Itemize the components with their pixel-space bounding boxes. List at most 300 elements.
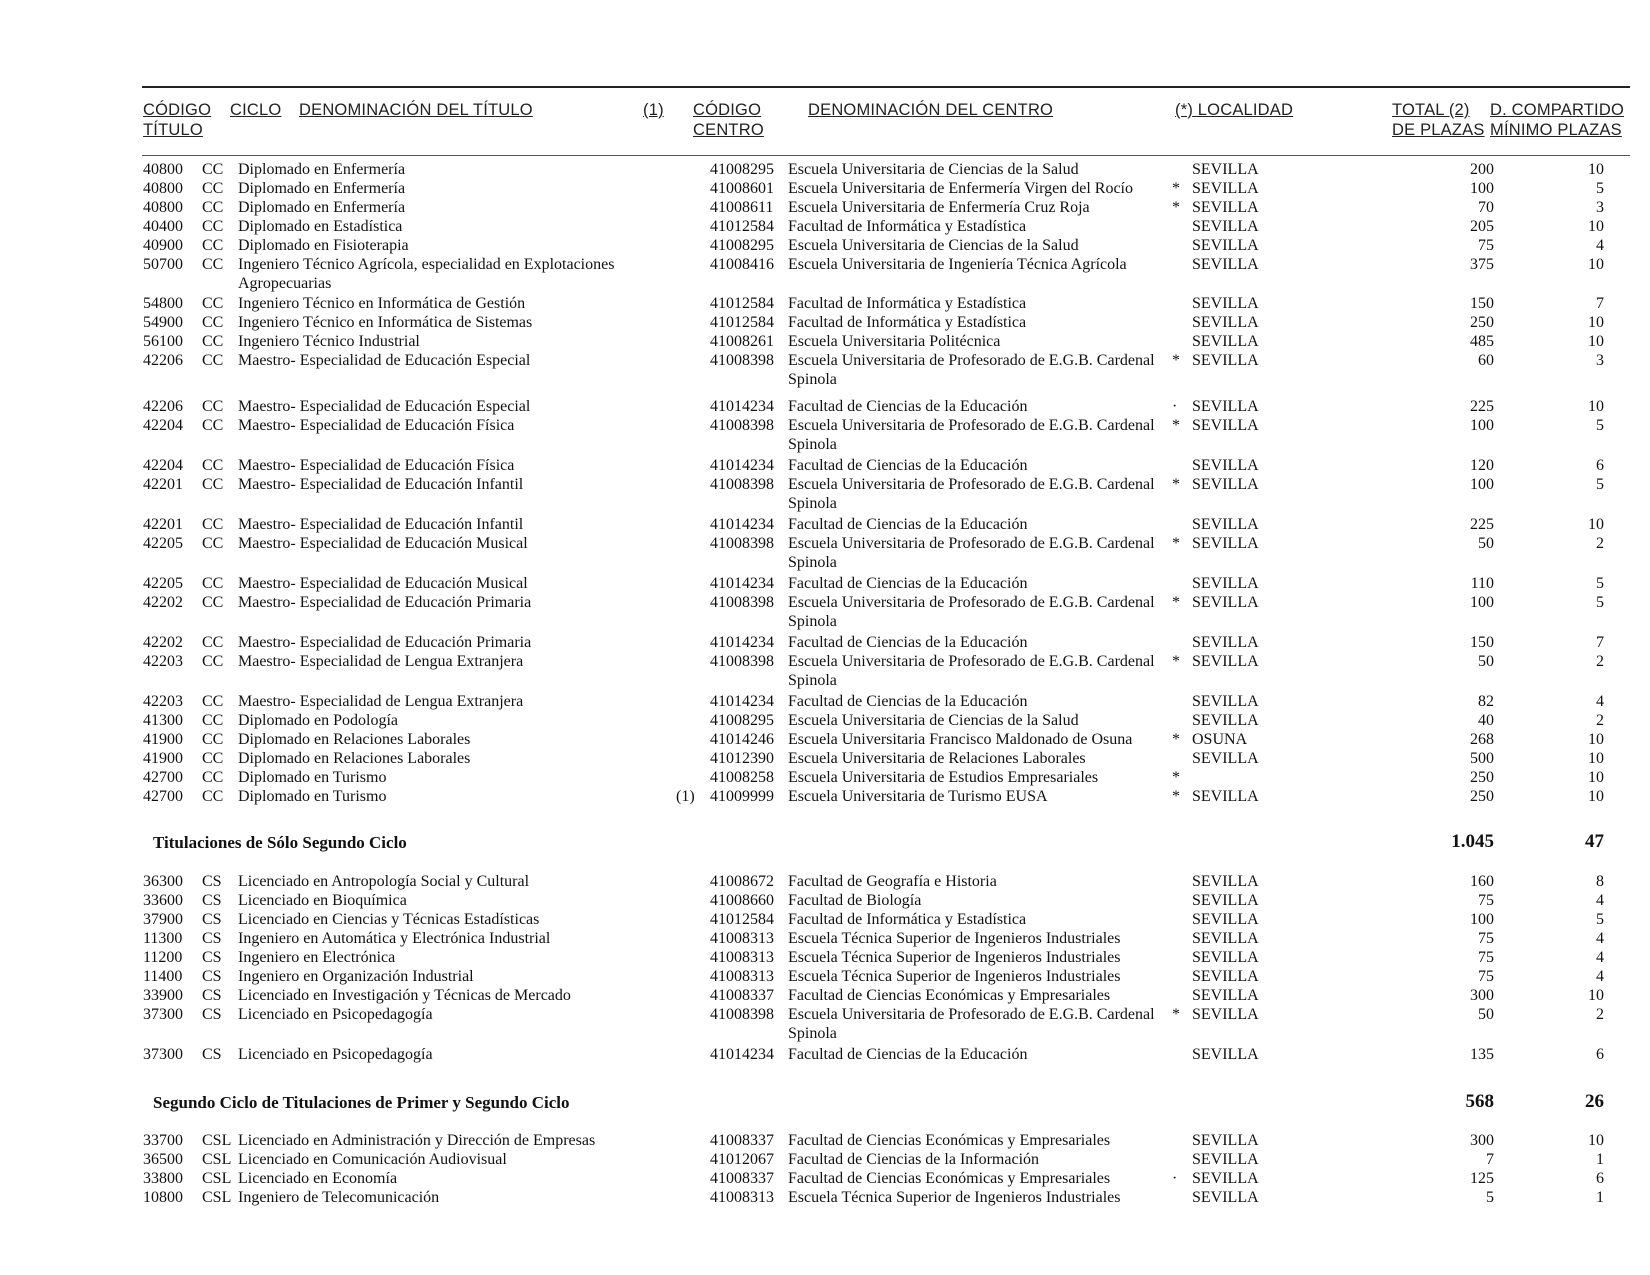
titulo-cell: Licenciado en Comunicación Audiovisual	[238, 1151, 507, 1168]
centro-cell: Facultad de Informática y Estadística	[788, 911, 1027, 928]
titulo-cell: Maestro- Especialidad de Educación Infantil	[238, 476, 524, 493]
centro-cell: Escuela Universitaria Politécnica	[788, 333, 1001, 350]
table-row	[0, 236, 1650, 256]
codigo-centro-cell: 41008337	[710, 1170, 774, 1187]
ciclo-cell: CSL	[202, 1189, 232, 1206]
centro-cell: Escuela Técnica Superior de Ingenieros Industriales	[788, 930, 1121, 947]
total-plazas-cell: 205	[1470, 218, 1494, 235]
codigo-titulo-cell: 42700	[143, 769, 183, 786]
localidad-cell: SEVILLA	[1192, 911, 1259, 928]
titulo-cell: Ingeniero Técnico en Informática de Sistemas	[238, 314, 533, 331]
codigo-titulo-cell: 54900	[143, 314, 183, 331]
total-plazas-cell: 50	[1478, 535, 1494, 552]
localidad-cell: SEVILLA	[1192, 653, 1259, 670]
codigo-centro-cell: 41008660	[710, 892, 774, 909]
table-row	[0, 872, 1650, 892]
table-row	[0, 515, 1650, 535]
col-header-denominacion-centro: DENOMINACIÓN DEL CENTRO	[808, 101, 1054, 119]
localidad-cell: SEVILLA	[1192, 457, 1259, 474]
table-row	[0, 313, 1650, 333]
table-row	[0, 1045, 1650, 1065]
total-plazas-cell: 7	[1486, 1151, 1494, 1168]
section-minimo-plazas: 47	[1585, 831, 1604, 852]
asterisco-cell: *	[1172, 476, 1180, 493]
table-row	[0, 929, 1650, 949]
minimo-plazas-cell: 10	[1588, 218, 1604, 235]
codigo-titulo-cell: 36500	[143, 1151, 183, 1168]
titulo-cell: Ingeniero de Telecomunicación	[238, 1189, 440, 1206]
minimo-plazas-cell: 10	[1588, 333, 1604, 350]
minimo-plazas-cell: 2	[1596, 1006, 1604, 1023]
codigo-titulo-cell: 41300	[143, 712, 183, 729]
minimo-plazas-cell: 5	[1596, 417, 1604, 434]
col-header-localidad: (*) LOCALIDAD	[1175, 101, 1294, 119]
centro-cell: Facultad de Ciencias de la Educación	[788, 575, 1028, 592]
ciclo-cell: CC	[202, 218, 224, 235]
total-plazas-cell: 100	[1470, 594, 1494, 611]
codigo-centro-cell: 41009999	[710, 788, 774, 805]
codigo-centro-cell: 41008416	[710, 256, 774, 273]
ciclo-cell: CC	[202, 398, 224, 415]
table-row	[0, 749, 1650, 769]
ciclo-cell: CC	[202, 457, 224, 474]
codigo-centro-cell: 41014234	[710, 516, 774, 533]
section-title: Segundo Ciclo de Titulaciones de Primer y Segundo Ciclo	[153, 1093, 570, 1112]
table-row	[0, 787, 1650, 807]
centro-cell: Escuela Universitaria de Ciencias de la Salud	[788, 161, 1079, 178]
total-plazas-cell: 50	[1478, 653, 1494, 670]
centro-cell: Escuela Universitaria de Profesorado de E.G.B. Cardenal Spinola	[788, 535, 1155, 571]
minimo-plazas-cell: 10	[1588, 731, 1604, 748]
titulo-cell: Maestro- Especialidad de Educación Primaria	[238, 634, 532, 651]
ciclo-cell: CC	[202, 476, 224, 493]
codigo-titulo-cell: 42201	[143, 516, 183, 533]
minimo-plazas-cell: 10	[1588, 788, 1604, 805]
codigo-centro-cell: 41008295	[710, 712, 774, 729]
titulo-cell: Maestro- Especialidad de Educación Especial	[238, 398, 531, 415]
minimo-plazas-cell: 10	[1588, 516, 1604, 533]
table-row	[0, 1131, 1650, 1151]
localidad-cell: SEVILLA	[1192, 987, 1259, 1004]
asterisco-cell: ·	[1172, 398, 1178, 415]
table-row	[0, 711, 1650, 731]
codigo-centro-cell: 41008261	[710, 333, 774, 350]
codigo-centro-cell: 41008611	[710, 199, 774, 216]
titulo-cell: Ingeniero Técnico Agrícola, especialidad en Explotaciones Agropecuarias	[238, 256, 615, 292]
table-row	[0, 294, 1650, 314]
centro-cell: Facultad de Ciencias Económicas y Empresariales	[788, 987, 1111, 1004]
titulo-cell: Maestro- Especialidad de Educación Musical	[238, 535, 528, 552]
codigo-centro-cell: 41014234	[710, 398, 774, 415]
asterisco-cell: *	[1172, 653, 1180, 670]
codigo-titulo-cell: 41900	[143, 750, 183, 767]
codigo-titulo-cell: 40400	[143, 218, 183, 235]
total-plazas-cell: 50	[1478, 1006, 1494, 1023]
table-row	[0, 534, 1650, 574]
codigo-centro-cell: 41014234	[710, 693, 774, 710]
centro-cell: Escuela Universitaria de Relaciones Laborales	[788, 750, 1086, 767]
table-row	[0, 692, 1650, 712]
titulo-cell: Maestro- Especialidad de Educación Física	[238, 417, 515, 434]
localidad-cell: SEVILLA	[1192, 968, 1259, 985]
codigo-centro-cell: 41012390	[710, 750, 774, 767]
titulo-cell: Diplomado en Estadística	[238, 218, 403, 235]
codigo-titulo-cell: 36300	[143, 873, 183, 890]
centro-cell: Facultad de Ciencias de la Educación	[788, 457, 1028, 474]
table-row	[0, 1005, 1650, 1045]
col-header-denominacion-titulo: DENOMINACIÓN DEL TÍTULO	[299, 101, 533, 119]
titulo-cell: Diplomado en Turismo	[238, 769, 387, 786]
codigo-centro-cell: 41008337	[710, 1132, 774, 1149]
minimo-plazas-cell: 2	[1596, 653, 1604, 670]
table-row	[0, 198, 1650, 218]
centro-cell: Escuela Técnica Superior de Ingenieros Industriales	[788, 949, 1121, 966]
total-plazas-cell: 70	[1478, 199, 1494, 216]
titulo-cell: Licenciado en Administración y Dirección de Empresas	[238, 1132, 596, 1149]
asterisco-cell: *	[1172, 594, 1180, 611]
codigo-titulo-cell: 42203	[143, 653, 183, 670]
titulo-cell: Maestro- Especialidad de Educación Física	[238, 457, 515, 474]
localidad-cell: SEVILLA	[1192, 1046, 1259, 1063]
ciclo-cell: CS	[202, 1046, 222, 1063]
codigo-centro-cell: 41008337	[710, 987, 774, 1004]
total-plazas-cell: 125	[1470, 1170, 1494, 1187]
total-plazas-cell: 375	[1470, 256, 1494, 273]
table-row	[0, 255, 1650, 295]
asterisco-cell: *	[1172, 788, 1180, 805]
minimo-plazas-cell: 3	[1596, 199, 1604, 216]
centro-cell: Facultad de Ciencias de la Educación	[788, 516, 1028, 533]
minimo-plazas-cell: 2	[1596, 712, 1604, 729]
titulo-cell: Ingeniero en Automática y Electrónica Industrial	[238, 930, 551, 947]
codigo-centro-cell: 41008313	[710, 930, 774, 947]
centro-cell: Facultad de Ciencias de la Educación	[788, 1046, 1028, 1063]
asterisco-cell: *	[1172, 199, 1180, 216]
codigo-titulo-cell: 50700	[143, 256, 183, 273]
localidad-cell: SEVILLA	[1192, 314, 1259, 331]
codigo-centro-cell: 41014246	[710, 731, 774, 748]
minimo-plazas-cell: 10	[1588, 256, 1604, 273]
col-header-codigo-centro-text: CÓDIGO CENTRO	[693, 101, 764, 139]
total-plazas-cell: 300	[1470, 1132, 1494, 1149]
centro-cell: Escuela Universitaria de Profesorado de E.G.B. Cardenal Spinola	[788, 352, 1155, 388]
codigo-titulo-cell: 33600	[143, 892, 183, 909]
titulo-cell: Diplomado en Enfermería	[238, 199, 406, 216]
minimo-plazas-cell: 5	[1596, 575, 1604, 592]
table-row	[0, 948, 1650, 968]
table-row	[0, 891, 1650, 911]
total-plazas-cell: 75	[1478, 237, 1494, 254]
table-row	[0, 1150, 1650, 1170]
codigo-centro-cell: 41008313	[710, 949, 774, 966]
ciclo-cell: CC	[202, 731, 224, 748]
localidad-cell: SEVILLA	[1192, 594, 1259, 611]
table-row	[0, 768, 1650, 788]
titulo-cell: Licenciado en Antropología Social y Cultural	[238, 873, 530, 890]
total-plazas-cell: 250	[1470, 788, 1494, 805]
centro-cell: Escuela Universitaria de Profesorado de E.G.B. Cardenal Spinola	[788, 417, 1155, 453]
ciclo-cell: CC	[202, 750, 224, 767]
minimo-plazas-cell: 4	[1596, 892, 1604, 909]
localidad-cell: SEVILLA	[1192, 199, 1259, 216]
codigo-centro-cell: 41008398	[710, 653, 774, 670]
table-row	[0, 1169, 1650, 1189]
titulo-cell: Ingeniero Técnico en Informática de Gestión	[238, 295, 526, 312]
table-row	[0, 351, 1650, 395]
codigo-centro-cell: 41012584	[710, 911, 774, 928]
centro-cell: Escuela Universitaria de Turismo EUSA	[788, 788, 1048, 805]
centro-cell: Escuela Universitaria de Profesorado de E.G.B. Cardenal Spinola	[788, 1006, 1155, 1042]
titulo-cell: Diplomado en Relaciones Laborales	[238, 750, 471, 767]
localidad-cell: SEVILLA	[1192, 892, 1259, 909]
localidad-cell: SEVILLA	[1192, 237, 1259, 254]
codigo-titulo-cell: 40800	[143, 161, 183, 178]
localidad-cell: SEVILLA	[1192, 750, 1259, 767]
ciclo-cell: CC	[202, 575, 224, 592]
ciclo-cell: CC	[202, 199, 224, 216]
minimo-plazas-cell: 4	[1596, 968, 1604, 985]
minimo-plazas-cell: 4	[1596, 930, 1604, 947]
total-plazas-cell: 300	[1470, 987, 1494, 1004]
minimo-plazas-cell: 10	[1588, 398, 1604, 415]
centro-cell: Facultad de Informática y Estadística	[788, 218, 1027, 235]
titulo-cell: Diplomado en Enfermería	[238, 180, 406, 197]
localidad-cell: SEVILLA	[1192, 693, 1259, 710]
codigo-titulo-cell: 56100	[143, 333, 183, 350]
asterisco-cell: *	[1172, 180, 1180, 197]
codigo-titulo-cell: 37300	[143, 1006, 183, 1023]
ciclo-cell: CC	[202, 693, 224, 710]
ciclo-cell: CC	[202, 314, 224, 331]
centro-cell: Escuela Universitaria de Profesorado de E.G.B. Cardenal Spinola	[788, 476, 1155, 512]
table-row	[0, 593, 1650, 633]
titulo-cell: Ingeniero Técnico Industrial	[238, 333, 420, 350]
total-plazas-cell: 82	[1478, 693, 1494, 710]
minimo-plazas-cell: 10	[1588, 1132, 1604, 1149]
centro-cell: Escuela Técnica Superior de Ingenieros Industriales	[788, 1189, 1121, 1206]
codigo-centro-cell: 41014234	[710, 634, 774, 651]
minimo-plazas-cell: 1	[1596, 1189, 1604, 1206]
total-plazas-cell: 500	[1470, 750, 1494, 767]
localidad-cell: SEVILLA	[1192, 295, 1259, 312]
localidad-cell: SEVILLA	[1192, 712, 1259, 729]
codigo-centro-cell: 41008313	[710, 968, 774, 985]
codigo-titulo-cell: 41900	[143, 731, 183, 748]
centro-cell: Facultad de Ciencias de la Educación	[788, 693, 1028, 710]
total-plazas-cell: 75	[1478, 949, 1494, 966]
total-plazas-cell: 200	[1470, 161, 1494, 178]
table-row	[0, 986, 1650, 1006]
table-row	[0, 397, 1650, 417]
total-plazas-cell: 110	[1470, 575, 1494, 592]
codigo-centro-cell: 41008398	[710, 352, 774, 369]
codigo-titulo-cell: 33700	[143, 1132, 183, 1149]
titulo-cell: Licenciado en Economía	[238, 1170, 398, 1187]
codigo-titulo-cell: 42206	[143, 352, 183, 369]
codigo-titulo-cell: 40800	[143, 199, 183, 216]
table-row	[0, 574, 1650, 594]
codigo-titulo-cell: 37900	[143, 911, 183, 928]
localidad-cell: SEVILLA	[1192, 930, 1259, 947]
codigo-centro-cell: 41008313	[710, 1189, 774, 1206]
titulo-cell: Licenciado en Bioquímica	[238, 892, 407, 909]
asterisco-cell: *	[1172, 417, 1180, 434]
titulo-cell: Licenciado en Psicopedagogía	[238, 1006, 433, 1023]
minimo-plazas-cell: 6	[1596, 1170, 1604, 1187]
ciclo-cell: CC	[202, 594, 224, 611]
centro-cell: Escuela Universitaria de Enfermería Cruz Roja	[788, 199, 1090, 216]
total-plazas-cell: 485	[1470, 333, 1494, 350]
total-plazas-cell: 250	[1470, 769, 1494, 786]
centro-cell: Facultad de Ciencias Económicas y Empresariales	[788, 1132, 1111, 1149]
titulo-cell: Licenciado en Investigación y Técnicas de Mercado	[238, 987, 571, 1004]
codigo-titulo-cell: 42205	[143, 575, 183, 592]
table-row	[0, 475, 1650, 515]
codigo-titulo-cell: 42201	[143, 476, 183, 493]
localidad-cell: SEVILLA	[1192, 256, 1259, 273]
centro-cell: Escuela Universitaria de Enfermería Virgen del Rocío	[788, 180, 1133, 197]
centro-cell: Escuela Universitaria de Profesorado de E.G.B. Cardenal Spinola	[788, 594, 1155, 630]
localidad-cell: SEVILLA	[1192, 161, 1259, 178]
minimo-plazas-cell: 4	[1596, 237, 1604, 254]
total-plazas-cell: 60	[1478, 352, 1494, 369]
ciclo-cell: CS	[202, 968, 222, 985]
titulo-cell: Diplomado en Fisioterapia	[238, 237, 409, 254]
centro-cell: Escuela Universitaria de Ingeniería Técnica Agrícola	[788, 256, 1127, 273]
codigo-centro-cell: 41008398	[710, 535, 774, 552]
localidad-cell: SEVILLA	[1192, 180, 1259, 197]
minimo-plazas-cell: 10	[1588, 769, 1604, 786]
total-plazas-cell: 225	[1470, 398, 1494, 415]
ciclo-cell: CS	[202, 987, 222, 1004]
localidad-cell: SEVILLA	[1192, 476, 1259, 493]
codigo-titulo-cell: 42205	[143, 535, 183, 552]
asterisco-cell: ·	[1172, 1170, 1178, 1187]
section-total-plazas: 1.045	[1451, 831, 1494, 852]
codigo-titulo-cell: 11200	[143, 949, 183, 966]
codigo-titulo-cell: 40900	[143, 237, 183, 254]
centro-cell: Escuela Universitaria de Profesorado de E.G.B. Cardenal Spinola	[788, 653, 1155, 689]
ciclo-cell: CC	[202, 417, 224, 434]
minimo-plazas-cell: 5	[1596, 476, 1604, 493]
asterisco-cell: *	[1172, 1006, 1180, 1023]
table-row	[0, 456, 1650, 476]
localidad-cell: SEVILLA	[1192, 398, 1259, 415]
total-plazas-cell: 100	[1470, 417, 1494, 434]
minimo-plazas-cell: 4	[1596, 949, 1604, 966]
minimo-plazas-cell: 7	[1596, 295, 1604, 312]
codigo-centro-cell: 41012584	[710, 218, 774, 235]
centro-cell: Facultad de Ciencias Económicas y Empresariales	[788, 1170, 1111, 1187]
table-row	[0, 416, 1650, 456]
localidad-cell: SEVILLA	[1192, 218, 1259, 235]
table-row	[0, 179, 1650, 199]
localidad-cell: SEVILLA	[1192, 1170, 1259, 1187]
titulo-cell: Maestro- Especialidad de Educación Primaria	[238, 594, 532, 611]
titulo-cell: Maestro- Especialidad de Lengua Extranjera	[238, 653, 524, 670]
ciclo-cell: CC	[202, 769, 224, 786]
localidad-cell: SEVILLA	[1192, 535, 1259, 552]
titulo-cell: Diplomado en Relaciones Laborales	[238, 731, 471, 748]
ciclo-cell: CC	[202, 237, 224, 254]
titulo-cell: Diplomado en Turismo	[238, 788, 387, 805]
titulo-cell: Diplomado en Enfermería	[238, 161, 406, 178]
total-plazas-cell: 75	[1478, 892, 1494, 909]
codigo-centro-cell: 41008398	[710, 594, 774, 611]
minimo-plazas-cell: 10	[1588, 161, 1604, 178]
col-header-compartido-text: D. COMPARTIDO MÍNIMO PLAZAS	[1490, 101, 1624, 139]
section-minimo-plazas: 26	[1585, 1091, 1604, 1112]
asterisco-cell: *	[1172, 769, 1180, 786]
titulo-cell: Maestro- Especialidad de Educación Infantil	[238, 516, 524, 533]
codigo-titulo-cell: 37300	[143, 1046, 183, 1063]
centro-cell: Facultad de Geografía e Historia	[788, 873, 997, 890]
minimo-plazas-cell: 2	[1596, 535, 1604, 552]
total-plazas-cell: 225	[1470, 516, 1494, 533]
codigo-centro-cell: 41008398	[710, 1006, 774, 1023]
localidad-cell: SEVILLA	[1192, 575, 1259, 592]
localidad-cell: SEVILLA	[1192, 1189, 1259, 1206]
ciclo-cell: CC	[202, 712, 224, 729]
codigo-titulo-cell: 33800	[143, 1170, 183, 1187]
titulo-cell: Licenciado en Psicopedagogía	[238, 1046, 433, 1063]
total-plazas-cell: 100	[1470, 911, 1494, 928]
total-plazas-cell: 120	[1470, 457, 1494, 474]
total-plazas-cell: 150	[1470, 634, 1494, 651]
table-row	[0, 652, 1650, 692]
table-row	[0, 1188, 1650, 1208]
localidad-cell: SEVILLA	[1192, 1132, 1259, 1149]
codigo-titulo-cell: 40800	[143, 180, 183, 197]
centro-cell: Facultad de Informática y Estadística	[788, 295, 1027, 312]
minimo-plazas-cell: 8	[1596, 873, 1604, 890]
minimo-plazas-cell: 5	[1596, 180, 1604, 197]
total-plazas-cell: 100	[1470, 180, 1494, 197]
codigo-titulo-cell: 42204	[143, 417, 183, 434]
ciclo-cell: CC	[202, 333, 224, 350]
localidad-cell: OSUNA	[1192, 731, 1248, 748]
col-header-codigo-titulo-text: CÓDIGO TÍTULO	[143, 101, 212, 139]
total-plazas-cell: 75	[1478, 968, 1494, 985]
total-plazas-cell: 5	[1486, 1189, 1494, 1206]
ciclo-cell: CS	[202, 892, 222, 909]
codigo-titulo-cell: 42206	[143, 398, 183, 415]
asterisco-cell: *	[1172, 352, 1180, 369]
ciclo-cell: CC	[202, 256, 224, 273]
minimo-plazas-cell: 4	[1596, 693, 1604, 710]
minimo-plazas-cell: 7	[1596, 634, 1604, 651]
localidad-cell: SEVILLA	[1192, 873, 1259, 890]
table-row	[0, 160, 1650, 180]
centro-cell: Escuela Universitaria Francisco Maldonado de Osuna	[788, 731, 1133, 748]
total-plazas-cell: 150	[1470, 295, 1494, 312]
table-row	[0, 217, 1650, 237]
titulo-cell: Maestro- Especialidad de Lengua Extranjera	[238, 693, 524, 710]
table-row	[0, 967, 1650, 987]
codigo-centro-cell: 41008295	[710, 237, 774, 254]
codigo-centro-cell: 41008398	[710, 417, 774, 434]
titulo-cell: Diplomado en Podología	[238, 712, 398, 729]
minimo-plazas-cell: 6	[1596, 1046, 1604, 1063]
minimo-plazas-cell: 10	[1588, 314, 1604, 331]
ciclo-cell: CC	[202, 180, 224, 197]
table-row	[0, 633, 1650, 653]
codigo-titulo-cell: 10800	[143, 1189, 183, 1206]
total-plazas-cell: 75	[1478, 930, 1494, 947]
codigo-centro-cell: 41008601	[710, 180, 774, 197]
codigo-centro-cell: 41012584	[710, 314, 774, 331]
codigo-titulo-cell: 42700	[143, 788, 183, 805]
